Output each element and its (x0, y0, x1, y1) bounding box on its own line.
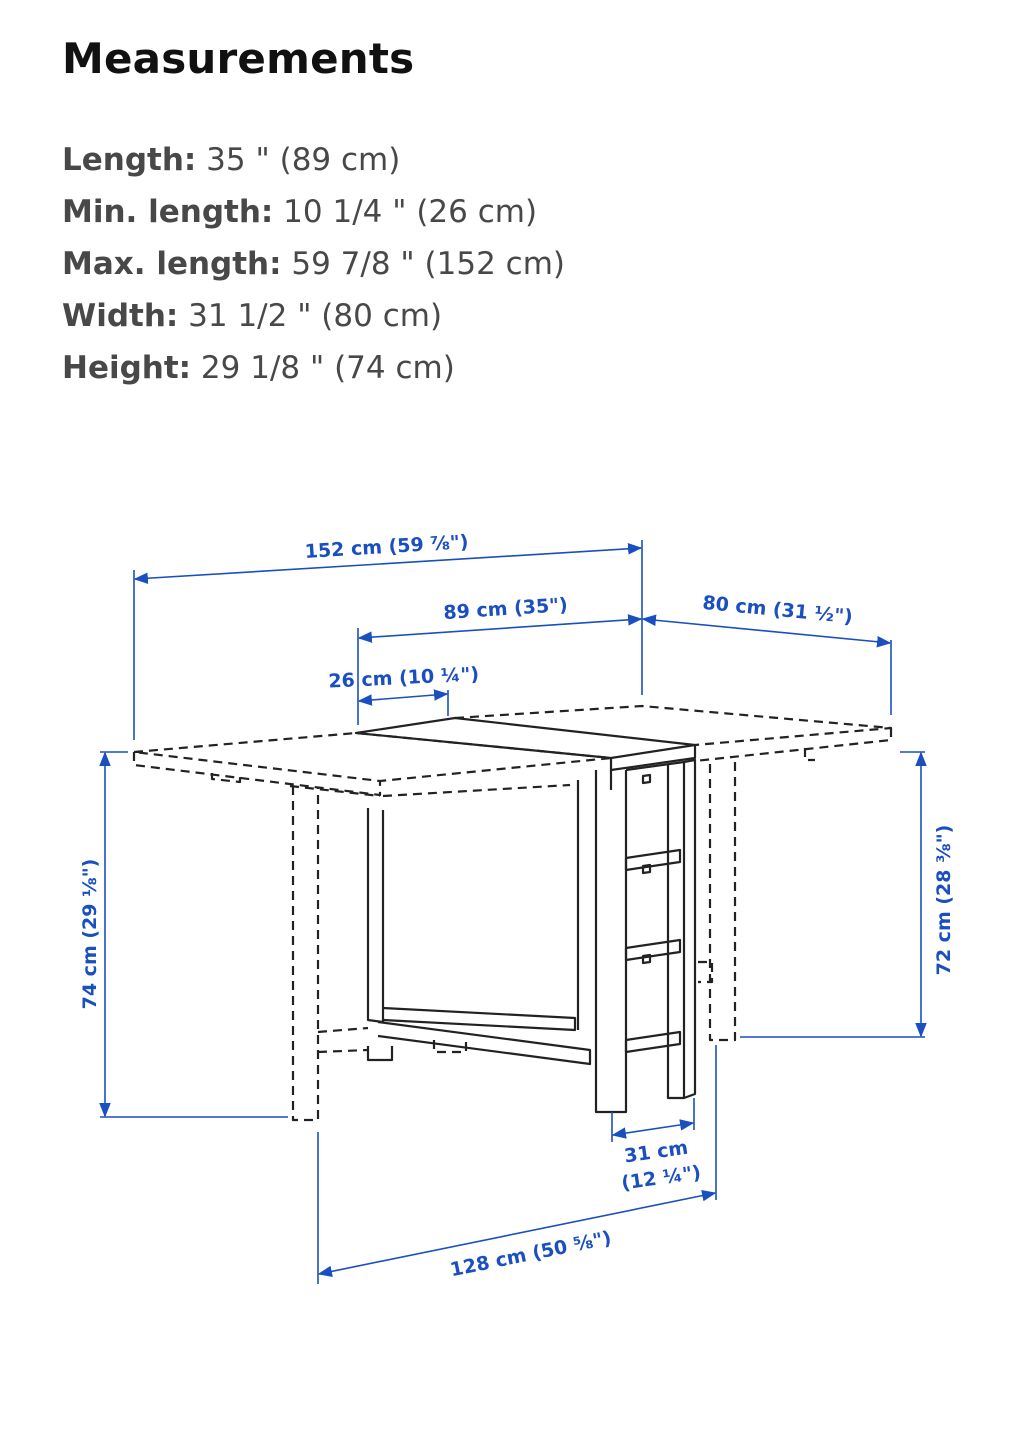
spec-length (62, 134, 565, 186)
center-top (356, 718, 695, 790)
right-leaf (455, 706, 891, 761)
spec-max-length (62, 238, 565, 290)
spec-label: Min. length: (62, 194, 274, 230)
center-cabinet (596, 760, 695, 1112)
dim-height-total-label: 74 cm (29 ⅛") (79, 858, 101, 1010)
spec-label: Height: (62, 350, 192, 386)
spec-value: 59 7/8 " (152 cm) (281, 246, 565, 282)
spec-height (62, 342, 565, 394)
page-title: Measurements (62, 34, 415, 83)
dim-leg-depth-line (613, 1123, 693, 1135)
spec-label: Length: (62, 142, 197, 178)
base-frame (368, 780, 590, 1064)
spec-label: Width: (62, 298, 179, 334)
dim-width-line (643, 619, 890, 643)
dim-leg-depth-label-cm: 31 cm (622, 1136, 690, 1168)
measurements-list (62, 134, 565, 394)
dim-min-length-line (359, 694, 447, 701)
left-leaf (134, 733, 611, 796)
spec-value: 31 1/2 " (80 cm) (178, 298, 443, 334)
spec-width (62, 290, 565, 342)
spec-value: 35 " (89 cm) (196, 142, 401, 178)
dim-leg-depth-label-in: (12 ¼") (620, 1161, 703, 1195)
dimension-lines (100, 540, 925, 1284)
dim-min-length-label: 26 cm (10 ¼") (327, 663, 480, 693)
table-dimension-diagram (0, 500, 1034, 1320)
dim-max-length-label: 152 cm (59 ⅞") (304, 531, 470, 563)
spec-value: 10 1/4 " (26 cm) (273, 194, 538, 230)
spec-min-length (62, 186, 565, 238)
dimension-labels (79, 531, 955, 1281)
dim-width-label: 80 cm (31 ½") (701, 591, 854, 629)
spec-label: Max. length: (62, 246, 282, 282)
spec-value: 29 1/8 " (74 cm) (191, 350, 455, 386)
table-drawing (134, 706, 891, 1120)
dim-length-line (359, 619, 641, 638)
dim-leg-span-label: 128 cm (50 ⅝") (448, 1226, 614, 1282)
dim-length-label: 89 cm (35") (442, 593, 569, 625)
dim-height-inner-label: 72 cm (28 ⅜") (933, 824, 955, 976)
